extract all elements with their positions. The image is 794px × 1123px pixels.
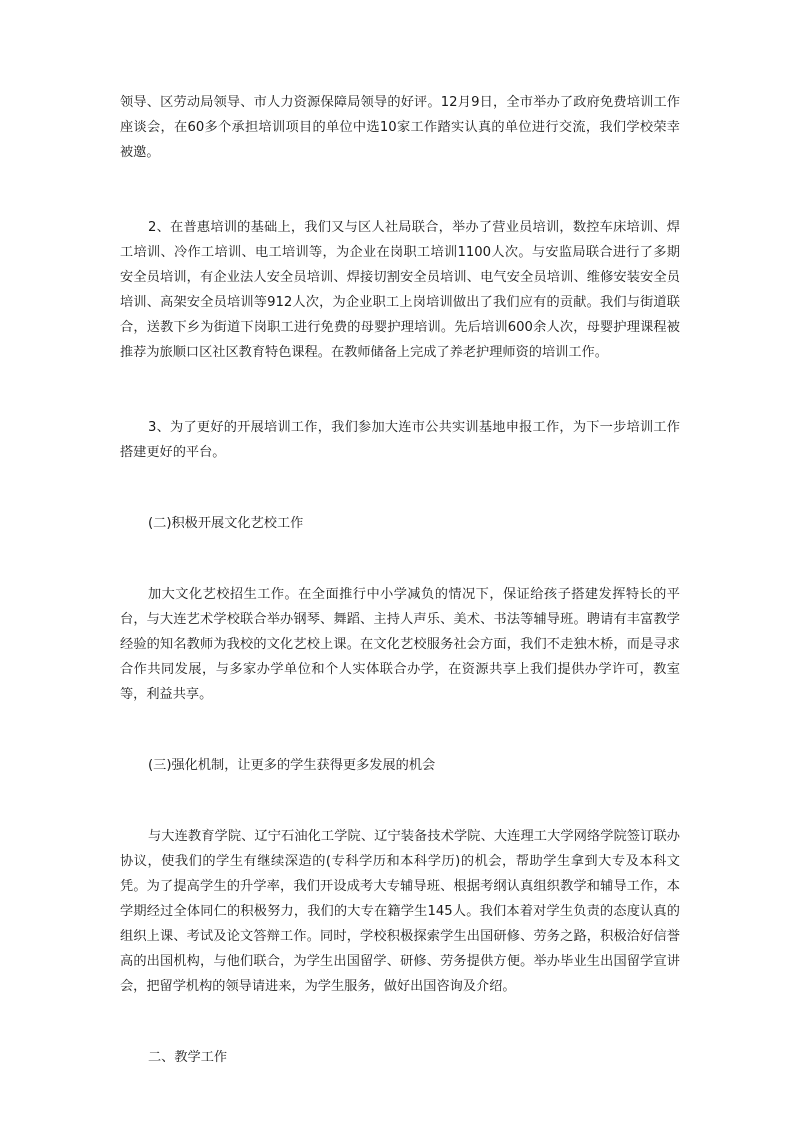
spacer <box>120 999 680 1045</box>
paragraph-evaluation: 领导、区劳动局领导、市人力资源保障局领导的好评。12月9日，全市举办了政府免费培训工作座谈会，在60多个承担培训项目的单位中选10家工作踏实认真的单位进行交流，我们学校荣幸被邀。 <box>120 95 680 160</box>
spacer <box>120 778 680 824</box>
spacer <box>120 165 680 215</box>
paragraph-mechanism: 与大连教育学院、辽宁石油化工学院、辽宁装备技术学院、大连理工大学网络学院签订联办协议，使我们的学生有继续深造的(专科学历和本科学历)的机会，帮助学生拿到大专及本科文凭。为了提高学生的升学率，我们开设成考大专辅导班、根据考纲认真组织教学和辅导工作，本学期经过全体同仁的积极努力，我们的大专在籍学生145人。我们本着对学生负责的态度认真的组织上课、考试及论文答辩工作。同时，学校积极探索学生出国研修、劳务之路，积极洽好信誉高的出国机构，与他们联合，为学生出国留学、研修、劳务提供方便。举办毕业生出国留学宣讲会，把留学机构的领导请进来，为学生服务，做好出国咨询及介绍。 <box>120 829 680 994</box>
paragraph-art-school: 加大文化艺校招生工作。在全面推行中小学减负的情况下，保证给孩子搭建发挥特长的平台，与大连艺术学校联合举办钢琴、舞蹈、主持人声乐、美术、书法等辅导班。聘请有丰富教学经验的知名教师为我校的文化艺校上课。在文化艺校服务社会方面，我们不走独木桥，而是寻求合作共同发展，与多家办学单位和个人实体联合办学，在资源共享上我们提供办学许可，教室等，利益共享。 <box>120 587 680 702</box>
document-page <box>120 90 680 1070</box>
spacer <box>120 365 680 415</box>
paragraph-training-3: 3、为了更好的开展培训工作，我们参加大连市公共实训基地申报工作，为下一步培训工作搭建更好的平台。 <box>120 420 680 460</box>
spacer <box>120 536 680 582</box>
spacer <box>120 707 680 753</box>
section-heading-mechanism: (三)强化机制，让更多的学生获得更多发展的机会 <box>148 758 436 773</box>
paragraph-training-2: 2、在普惠培训的基础上，我们又与区人社局联合，举办了营业员培训，数控车床培训、焊工培训、冷作工培训、电工培训等，为企业在岗职工培训1100人次。与安监局联合进行了多期安全员培训，有企业法人安全员培训、焊接切割安全员培训、电气安全员培训、维修安装安全员培训、高架安全员培训等912人次，为企业职工上岗培训做出了我们应有的贡献。我们与街道联合，送教下乡为街道下岗职工进行免费的母婴护理培训。先后培训600余人次，母婴护理课程被推荐为旅顺口区社区教育特色课程。在教师储备上完成了养老护理师资的培训工作。 <box>120 220 680 360</box>
section-heading-art-school: (二)积极开展文化艺校工作 <box>148 516 304 531</box>
spacer <box>120 465 680 511</box>
section-heading-teaching: 二、教学工作 <box>148 1050 228 1065</box>
